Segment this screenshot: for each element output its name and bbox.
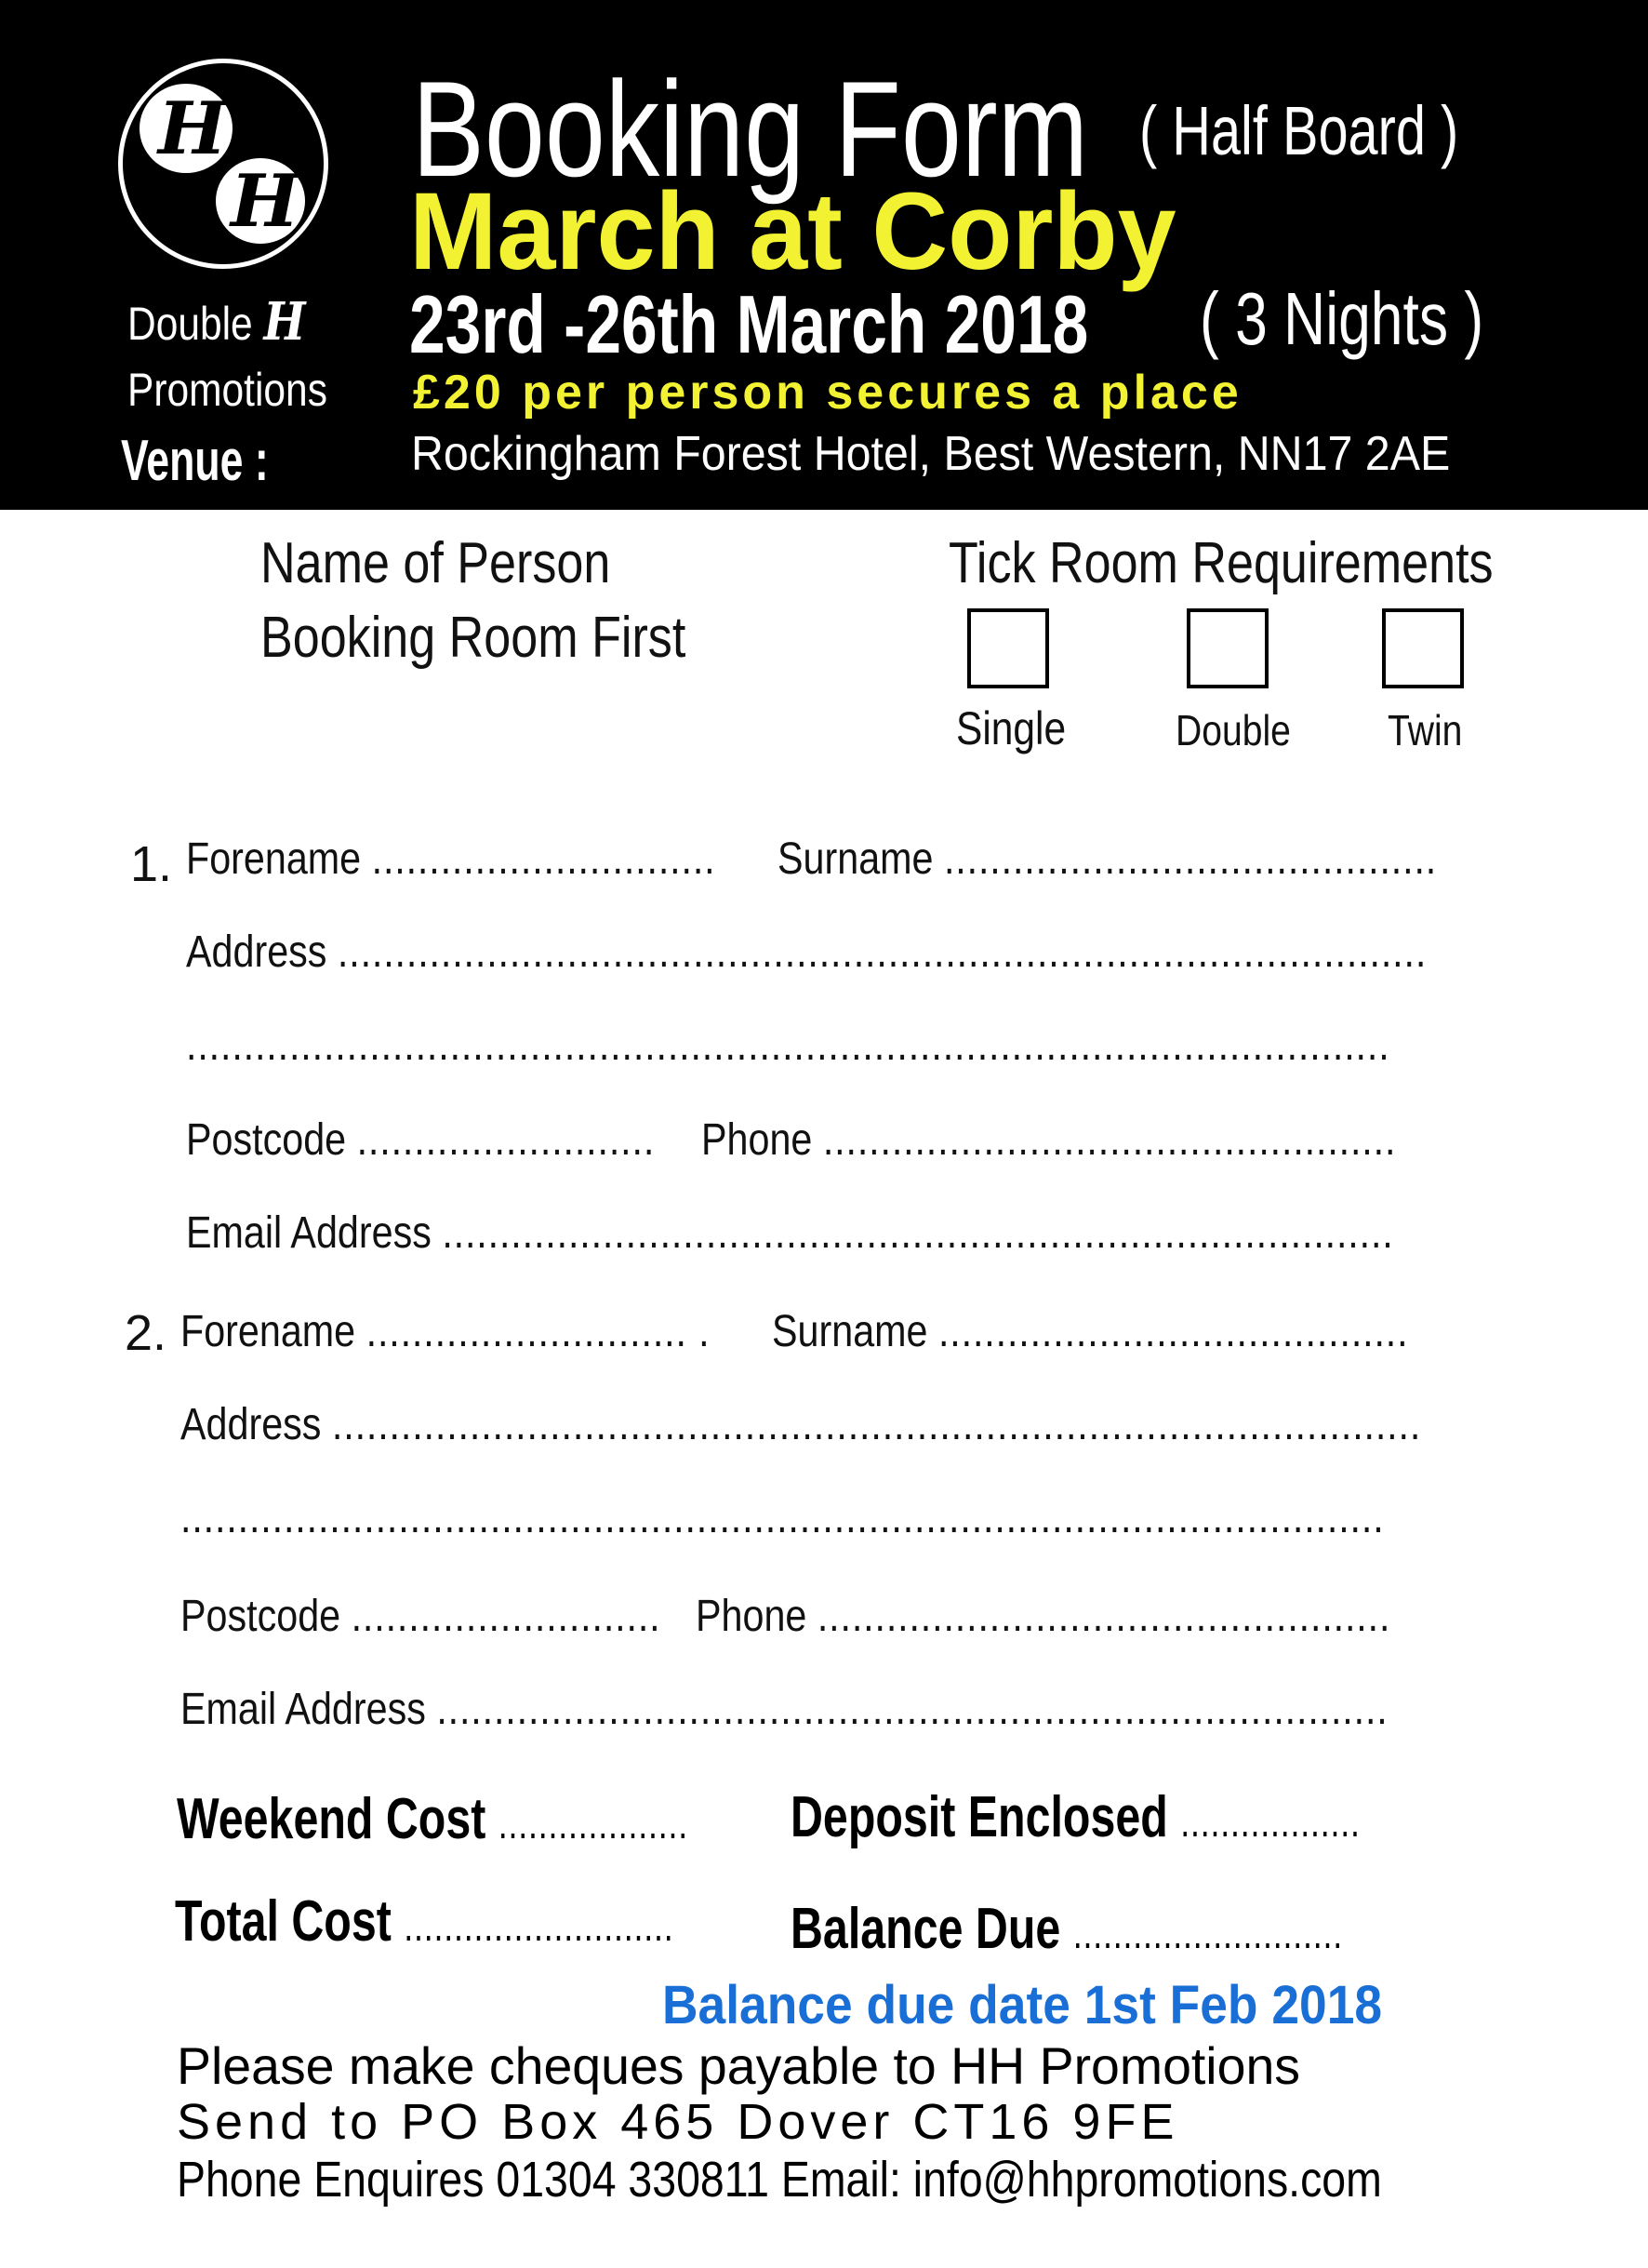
balance-due-label: Balance Due [791,1897,1061,1961]
person-1-forename-row[interactable] [186,834,802,885]
single-checkbox[interactable] [967,608,1049,688]
surname-dots: ........................................... [943,834,1438,884]
person-2-address-line-2[interactable] [180,1492,1580,1543]
address-line-2-dots: ......................................................................................................... [186,1021,1390,1070]
venue-label-text: Venue : [121,429,269,493]
logo-letter-top: H [158,87,227,171]
email-dots: ................................................................................... [442,1208,1394,1258]
brand-promotions: Promotions [127,364,327,416]
phone-email-text: Phone Enquires 01304 330811 Email: info@hhpromotions.com [177,2152,1382,2208]
brand-h-glyph: H [263,291,306,353]
name-instruction-2 [260,605,766,671]
tick-room-label-text: Tick Room Requirements [949,531,1494,595]
event-dates-text: 23rd -26th March 2018 [409,278,1089,370]
hh-logo [118,59,328,269]
venue-text [411,427,1528,481]
address-label: Address [180,1400,322,1449]
postcode-dots: ........................... [351,1592,661,1641]
cheques-note-text: Please make cheques payable to HH Promotions [177,2036,1301,2095]
balance-due-dots: ........................... [1072,1909,1343,1957]
title-note [1139,92,1548,169]
person-2-address-row[interactable] [180,1399,1623,1450]
twin-label [1388,705,1476,755]
twin-checkbox[interactable] [1382,608,1464,688]
twin-label-text: Twin [1388,706,1463,754]
weekend-cost-label: Weekend Cost [177,1787,486,1851]
deposit-enclosed-dots: .................. [1180,1797,1361,1846]
person-2-number-text: 2. [125,1305,167,1361]
postcode-label: Postcode [186,1115,347,1165]
address-dots: ............................................................................................... [331,1400,1422,1449]
total-cost-label: Total Cost [175,1889,392,1954]
address-label: Address [186,927,327,977]
surname-label: Surname [777,834,934,884]
phone-dots: .................................................. [817,1592,1391,1641]
send-to [177,2093,1178,2151]
person-1-email-row[interactable] [186,1207,1590,1259]
person-1-address-line-2[interactable] [186,1020,1586,1071]
person-2-surname-row[interactable] [772,1306,1512,1357]
phone-label: Phone [696,1592,807,1641]
weekend-cost-dots: ................... [498,1799,689,1848]
forename-dots: .............................. [371,834,716,884]
person-1-surname-row[interactable] [777,834,1545,885]
forename-label: Forename [186,834,362,884]
surname-label: Surname [772,1307,928,1356]
address-line-2-dots: ......................................................................................................... [180,1493,1385,1542]
cheques-note [177,2035,1311,2096]
deposit-note-text: £20 per person secures a place [413,366,1243,420]
venue-text-value: Rockingham Forest Hotel, Best Western, NN17 2AE [411,427,1451,481]
deposit-enclosed-row[interactable] [791,1784,1522,1850]
brand-word: Double [127,298,253,350]
event-dates [409,278,1269,370]
double-checkbox[interactable] [1187,608,1269,688]
balance-due-date [662,1974,1444,2036]
name-instruction-1 [260,530,677,596]
event-nights-text: ( 3 Nights ) [1200,277,1484,360]
person-2-number [125,1304,166,1362]
person-2-postcode-row[interactable] [180,1591,739,1642]
total-cost-dots: ........................... [404,1901,674,1950]
person-2-email-row[interactable] [180,1684,1585,1735]
event-name [409,170,1208,293]
name-instruction-1-text: Name of Person [260,531,611,595]
total-cost-row[interactable] [175,1888,815,1954]
send-to-text: Send to PO Box 465 Dover CT16 9FE [177,2094,1179,2150]
forename-dots: ............................ . [365,1307,711,1356]
balance-due-row[interactable] [791,1896,1498,1962]
tick-room-label [949,530,1597,596]
single-label [956,701,1085,755]
header-band [0,0,1648,510]
phone-dots: .................................................. [822,1115,1397,1165]
weekend-cost-row[interactable] [177,1786,832,1852]
venue-label [121,428,326,494]
brand-line-1 [127,291,337,353]
brand-line-2 [127,363,363,417]
deposit-enclosed-label: Deposit Enclosed [791,1785,1168,1849]
person-1-phone-row[interactable] [701,1114,1509,1166]
event-name-text: March at Corby [409,170,1176,293]
phone-label: Phone [701,1115,813,1165]
logo-letter-bottom: H [231,159,299,244]
person-1-number [130,835,172,893]
double-label [1176,705,1311,755]
person-1-postcode-row[interactable] [186,1114,731,1166]
event-nights [1200,277,1563,360]
email-dots: ................................................................................... [436,1685,1389,1734]
email-label: Email Address [186,1208,432,1258]
deposit-note [413,366,1243,420]
surname-dots: ......................................... [937,1307,1409,1356]
address-dots: ............................................................................................... [337,927,1428,977]
phone-email [177,2151,1578,2208]
postcode-dots: .......................... [356,1115,656,1165]
title-note-text: ( Half Board ) [1139,92,1459,169]
name-instruction-2-text: Booking Room First [260,606,686,670]
postcode-label: Postcode [180,1592,341,1641]
email-label: Email Address [180,1685,426,1734]
person-2-phone-row[interactable] [696,1591,1504,1642]
person-1-number-text: 1. [130,836,173,892]
double-label-text: Double [1176,706,1291,754]
forename-label: Forename [180,1307,356,1356]
form-title-text: Booking Form [412,53,1089,205]
person-2-forename-row[interactable] [180,1306,796,1357]
single-label-text: Single [956,702,1067,754]
person-1-address-row[interactable] [186,927,1628,978]
balance-due-date-text: Balance due date 1st Feb 2018 [662,1975,1383,2035]
